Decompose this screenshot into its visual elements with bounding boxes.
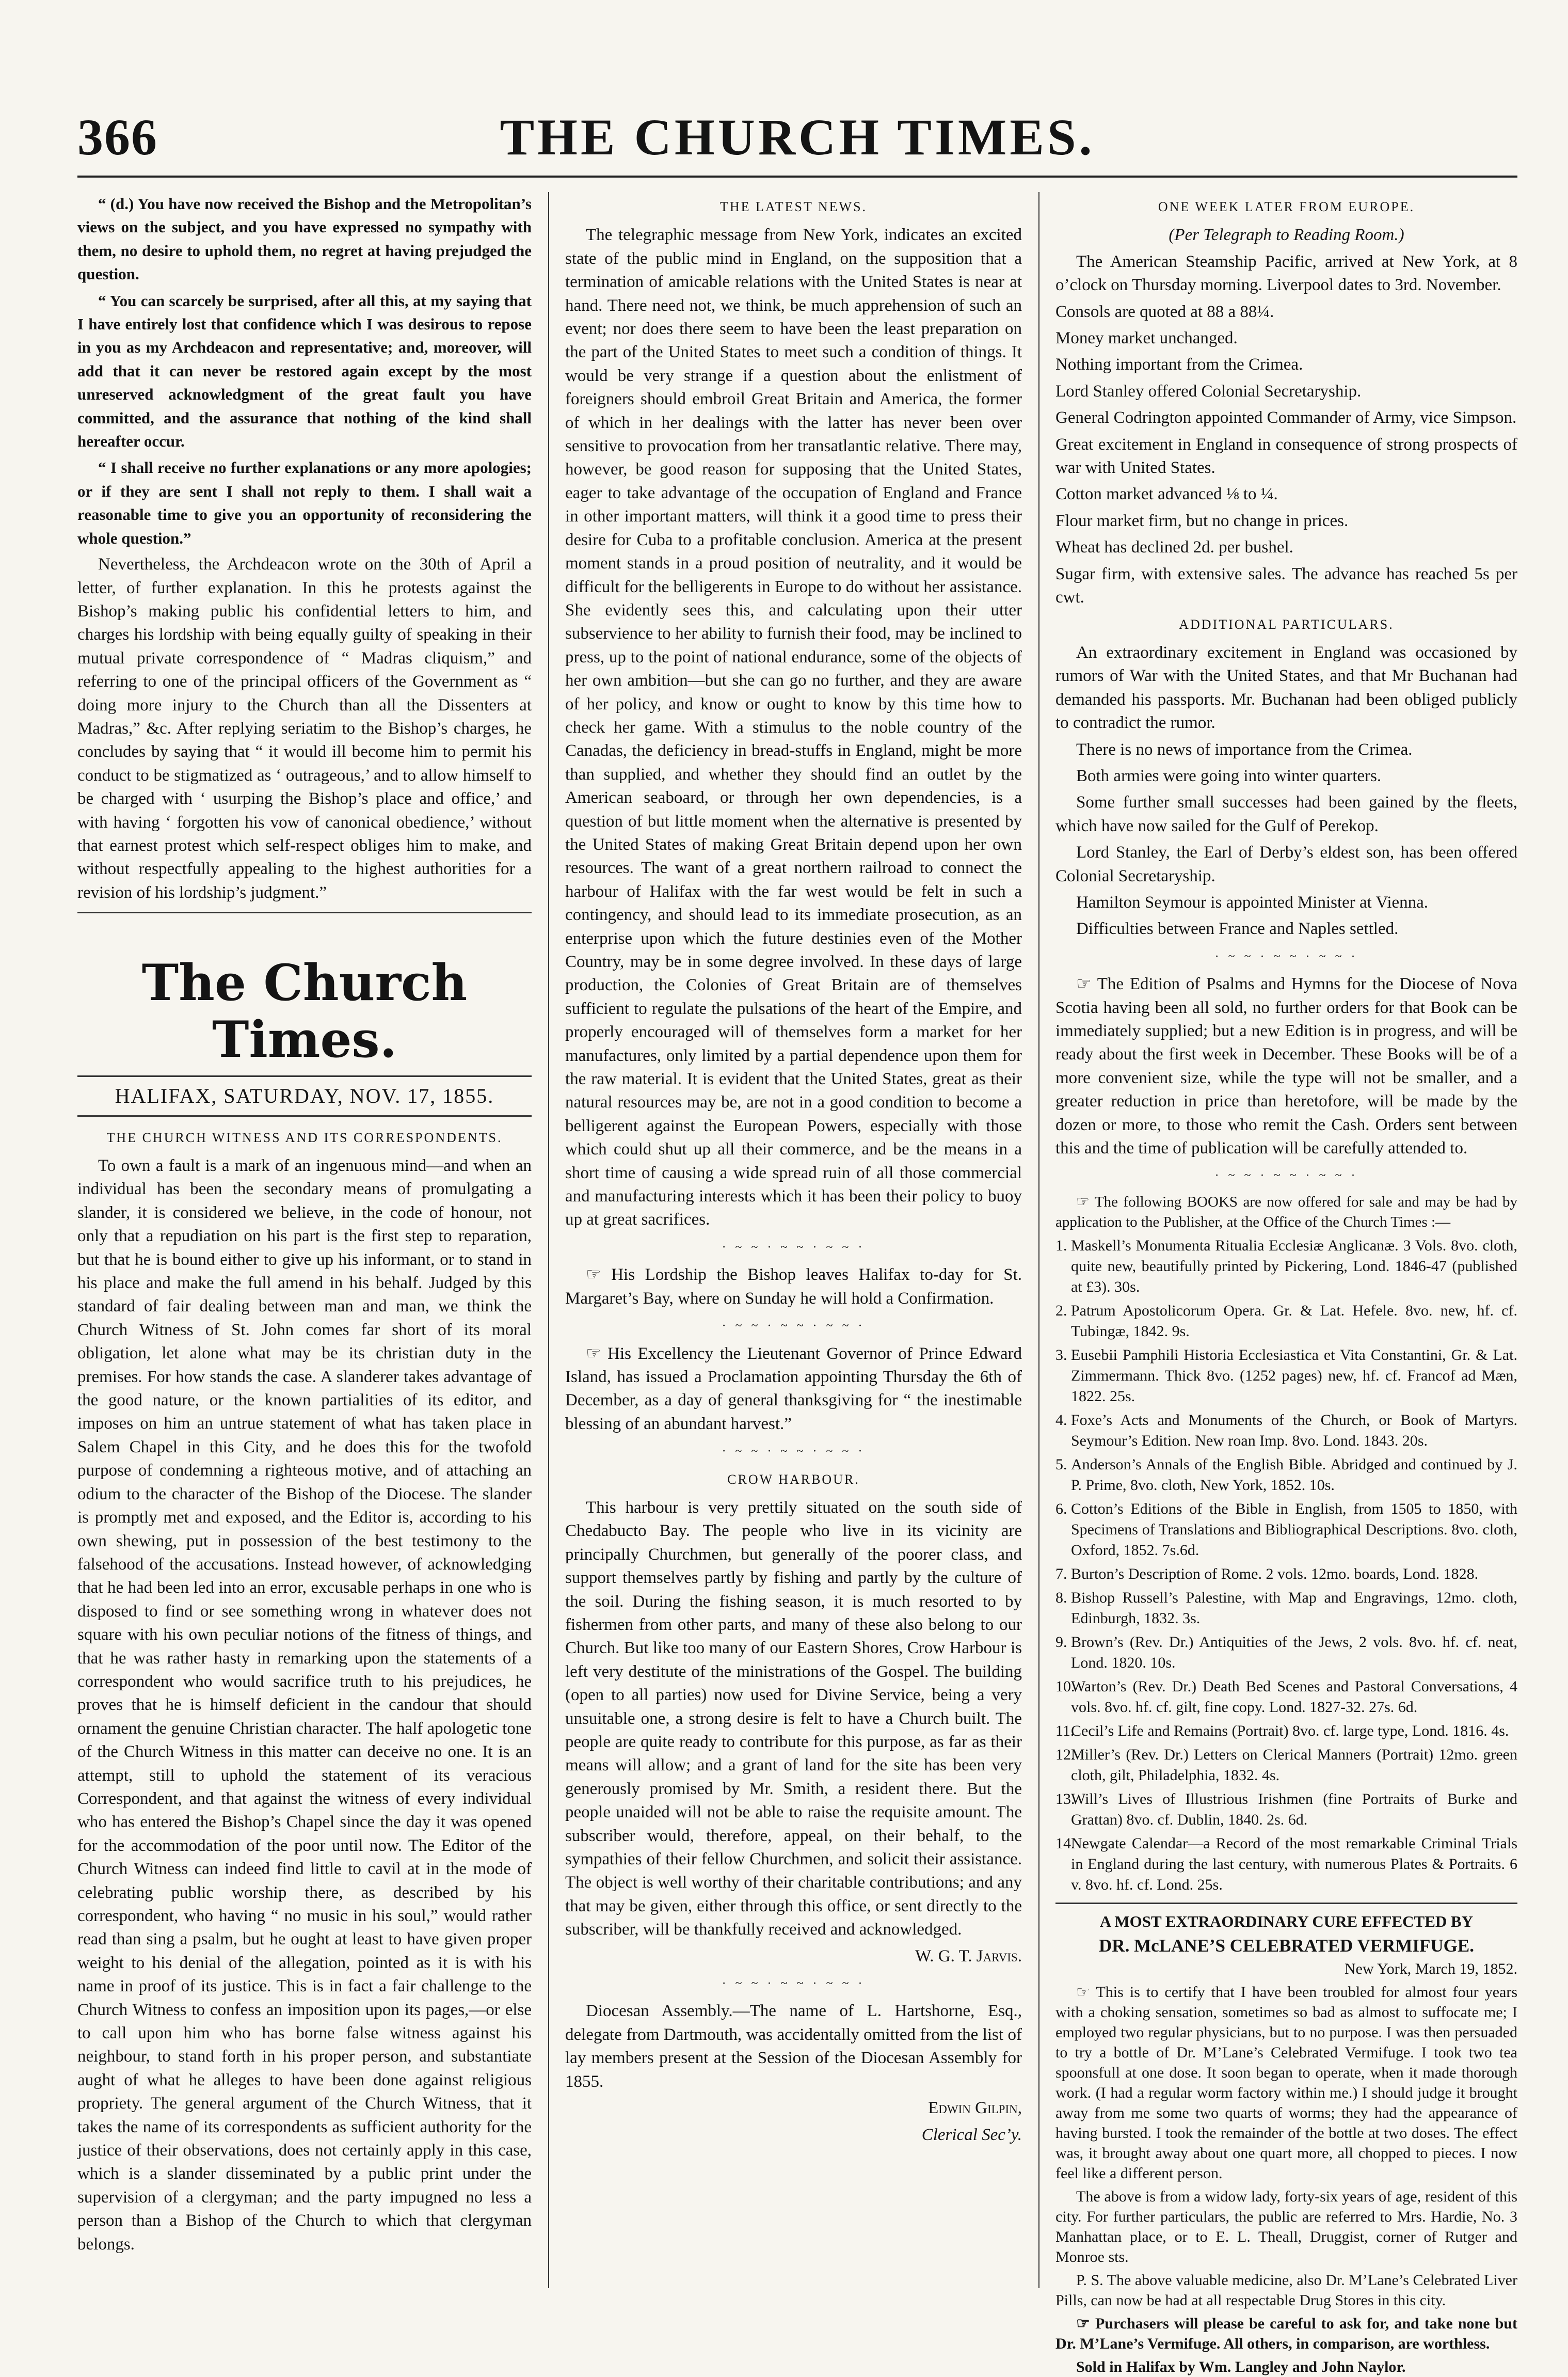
particulars-item: Hamilton Seymour is appointed Minister at Vienna. — [1076, 893, 1429, 912]
section-rule — [77, 1075, 532, 1077]
article-heading: THE CHURCH WITNESS AND ITS CORRESPONDENTS. — [106, 1130, 503, 1145]
news-item: Sugar firm, with extensive sales. The advance has reached 5s per cwt. — [1055, 564, 1517, 607]
divider-ornament: · ~ ~ · ~ ~ · ~ ~ · — [1214, 949, 1358, 963]
news-item: Lord Stanley offered Colonial Secretaryship. — [1055, 382, 1362, 401]
book-number: 14. — [1055, 1834, 1075, 1852]
book-text: Patrum Apostolicorum Opera. Gr. & Lat. Hefele. 8vo. new, hf. cf. Tubingæ, 1842. 9s. — [1071, 1302, 1517, 1340]
page-header — [77, 107, 1517, 169]
ad-postscript: P. S. The above valuable medicine, also Dr. M’Lane’s Celebrated Liver Pills, can now be had at all respectable Drug Stores in this city. — [1055, 2271, 1517, 2309]
book-item — [1055, 1301, 1517, 1342]
book-text: Foxe’s Acts and Monuments of the Church, or Book of Martyrs. Seymour’s Edition. New roan Imp. 8vo. Lond. 1843. 20s. — [1071, 1411, 1517, 1449]
ad-product-heading: DR. McLANE’S CELEBRATED VERMIFUGE. — [1099, 1935, 1474, 1956]
ad-heading: A MOST EXTRAORDINARY CURE EFFECTED BY — [1099, 1912, 1474, 1930]
column-divider — [548, 192, 549, 2288]
book-item — [1055, 1235, 1517, 1297]
book-item — [1055, 1789, 1517, 1830]
book-text: Anderson’s Annals of the English Bible. Abridged and continued by J. P. Prime, 8vo. cloth, New York, 1852. 10s. — [1071, 1455, 1517, 1494]
quote-paragraph: “ (d.) You have now received the Bishop and the Metropolitan’s views on the subject, and you have expressed no sympathy with them, no desire to uphold them, no regret at having prejudged the question. — [77, 195, 532, 283]
header-rule — [77, 176, 1517, 178]
column-divider — [1038, 192, 1039, 2288]
article-paragraph: To own a fault is a mark of an ingenuous mind—and when an individual has been the secondary means of promulgating a slander, it is considered we believe, in the code of honour, not only that a repudiation on his part is the first step to reparation, but that he is bound either to give up his informant, or to stand in his place and make the full amend in his behalf. Judged by this standard of fair dealing between man and man, we think the Church Witness of St. John comes far short of its moral obligation, let alone what may be its christian duty in the premises. For how stands the case. A slanderer takes advantage of the good nature, or the known partialities of its editor, and imposes on him an untrue statement of what has taken place in Salem Chapel in this City, and he does this for the twofold purpose of condemning a righteous motive, and of attaching an odium to the character of the Bishop of the Diocese. The slander is promptly met and exposed, and the Editor is, according to his own shewing, put in possession of the best testimony to the falsehood of the accusations. Instead however, of acknowledging that he had been led into an error, excusable perhaps in one who is disposed to find or see something wrong in whatever does not square with his own peculiar notions of the fitness of things, and that he was rather hasty in remarking upon the statements of a correspondent who would sacrifice truth to his prejudices, he proves that he is himself deficient in the candour that should ornament the genuine Christian character. The half apologetic tone of the Church Witness in this matter can deceive no one. It is an attempt, still to uphold the statement of its veracious Correspondent, and that against the witness of every individual who has entered the Bishop’s Chapel since the day it was opened for the accommodation of the poor until now. The Editor of the Church Witness can indeed find little to cavil at in the mode of celebrating public worship there, as described by his correspondent, who having “ no music in his soul,” would rather read than sing a psalm, but he ought at least to have given proper weight to his denial of the allegation, pointed as it is with his name in proof of its justice. This is in fact a fair challenge to the Church Witness to confess an imposition upon its pages,—or else to call upon him who has borne false witness against his neighbour, to stand forth in his proper person, and substantiate aught of what he alleges to have been done against religious propriety. The general argument of the Church Witness, that it takes the name of its correspondents as sufficient authority for the justice of their observations, does not certainly apply in this case, which is a slander disseminated by a public print under the supervision of a clergyman; and the party impugned no less a person than a Bishop of the Church to which that clergyman belongs. — [77, 1156, 532, 2254]
book-item — [1055, 1345, 1517, 1407]
news-item: Nothing important from the Crimea. — [1055, 355, 1303, 374]
crow-harbour-paragraph: This harbour is very prettily situated on the south side of Chedabucto Bay. The people who live in its vicinity are principally Churchmen, but generally of the poorer class, and support themselves partly by fishing and partly by the culture of the soil. During the fishing season, it is much resorted to by fishermen from other parts, and many of these also belong to our Church. But like too many of our Eastern Shores, Crow Harbour is left very destitute of the ministrations of the Gospel. The building (open to all parties) now used for Divine Service, being a very unsuitable one, a strong desire is felt to have a Church built. The people are quite ready to contribute for this purpose, as far as their means will allow; and a grant of land for the site has been very generously promised by Mr. Smith, a resident there. But the people unaided will not be able to raise the requisite amount. The subscriber would, therefore, appeal, on their behalf, to the sympathies of their fellow Churchmen, and solicit their assistance. The object is well worthy of their charitable contributions; and any that may be given, either through this office, or sent directly to the subscriber, will be thankfully received and acknowledged. — [565, 1498, 1022, 1939]
book-number: 5. — [1055, 1455, 1067, 1473]
news-item: Wheat has declined 2d. per bushel. — [1055, 538, 1293, 557]
diocesan-notice: Diocesan Assembly.—The name of L. Hartshorne, Esq., delegate from Dartmouth, was accidentally omitted from the list of lay members present at the Session of the Diocesan Assembly for 1855. — [565, 2002, 1022, 2091]
book-item — [1055, 1676, 1517, 1718]
column-1 — [77, 192, 532, 2288]
ad-testimonial: ☞ This is to certify that I have been troubled for almost four years with a choking sensation, sometimes so bad as almost to suffocate me; I employed two regular physicians, but to no purpose. I was then persuaded to try a bottle of Dr. M’Lane’s Celebrated Vermifuge. I took two tea spoonsfull at one dose. It soon began to operate, when it made thorough work. (I had a regular worm factory within me.) I should judge it brought away from me some two quarts of worms; they had the appearance of having bursted. I took the remainder of the bottle at two doses. The effect was, it brought away about one quart more, all chopped to pieces. I now feel like a different person. — [1055, 1983, 1517, 2182]
signature: W. G. T. Jarvis. — [915, 1946, 1022, 1966]
governor-notice: ☞ His Excellency the Lieutenant Governor of Prince Edward Island, has issued a Proclamation appointing Thursday the 6th of December, as a day of general thanksgiving for “ the inestimable blessing of an abundant harvest.” — [565, 1344, 1022, 1433]
book-number: 11. — [1055, 1722, 1075, 1739]
quote-paragraph: “ You can scarcely be surprised, after all this, at my saying that I have entirely lost that confidence which I was desirous to repose in you as my Archdeacon and representative; and, moreover, will add that it can never be restored again except by the most unreserved acknowledgment of the great fault you have committed, and the assurance that nothing of the kind shall hereafter occur. — [77, 291, 532, 451]
page-number: 366 — [77, 108, 158, 166]
particulars-item: Both armies were going into winter quarters. — [1076, 766, 1382, 785]
particulars-item: Difficulties between France and Naples settled. — [1076, 920, 1399, 939]
book-number: 8. — [1055, 1589, 1067, 1606]
signature: Edwin Gilpin, — [928, 2099, 1022, 2118]
particulars-item: Some further small successes had been gained by the fleets, which have now sailed for the Gulf of Perekop. — [1055, 793, 1517, 835]
book-item — [1055, 1833, 1517, 1895]
book-item — [1055, 1745, 1517, 1786]
particulars-item: Lord Stanley, the Earl of Derby’s eldest son, has been offered Colonial Secretaryship. — [1055, 843, 1517, 885]
news-item: General Codrington appointed Commander of Army, vice Simpson. — [1055, 408, 1517, 427]
newspaper-title: THE CHURCH TIMES. — [500, 108, 1095, 166]
book-text: Newgate Calendar—a Record of the most remarkable Criminal Trials in England during the last century, with numerous Plates & Portraits. 6 v. 8vo. hf. cf. Lond. 25s. — [1071, 1834, 1517, 1893]
news-item: Cotton market advanced ⅛ to ¼. — [1055, 485, 1278, 504]
additional-particulars-heading: ADDITIONAL PARTICULARS. — [1179, 616, 1394, 632]
telegraph-subheading: (Per Telegraph to Reading Room.) — [1169, 226, 1404, 245]
book-text: Cecil’s Life and Remains (Portrait) 8vo. cf. large type, Lond. 1816. 4s. — [1071, 1722, 1509, 1739]
divider-ornament: · ~ ~ · ~ ~ · ~ ~ · — [722, 1240, 866, 1254]
divider-ornament: · ~ ~ · ~ ~ · ~ ~ · — [1214, 1169, 1358, 1183]
book-item — [1055, 1588, 1517, 1629]
section-rule — [77, 1115, 532, 1119]
book-number: 4. — [1055, 1411, 1067, 1429]
news-paragraph: The telegraphic message from New York, indicates an excited state of the public mind in England, on the supposition that a termination of amicable relations with the United States is near at hand. There need not, we think, be much apprehension of such an event; nor does there seem to have been the least preparation on the part of the United States to meet such a condition of things. It would be very strange if a question about the enlistment of foreigners should embroil Great Britain and America, the former of which in her dealings with the latter has never been over sensitive to provocation from her transatlantic relative. There may, however, be good reason for supposing that the United States, eager to take advantage of the occupation of England and France in other important matters, will think it a good time to press their desire for Cuba to a profitable conclusion. America at the present moment stands in a proud position of neutrality, and it would be difficult for the belligerents in Europe to do without her assistance. She evidently sees this, and calculating upon their utter subservience to her ability to furnish their food, may be inclined to press, up to the point of national endurance, some of the objects of her own ambition—but she can go no further, and they are aware of her policy, and know or ought to know by this time how to check her game. With a stimulus to the noble country of the Canadas, the deficiency in bread-stuffs in England, might be more than supplied, and whether they should find an outlet by the American seaboard, or through her own dependencies, is a question of but little moment when the alternative is presented by the United States of making Great Britain depend upon her own resources. The want of a great northern railroad to connect the harbour of Halifax with the far west would be felt in such a contingency, and should lead to its immediate prosecution, as an enterprise upon which the future destinies even of the Mother Country, may be in some degree involved. In these days of large production, the Colonies of Great Britain are of themselves sufficient to regulate the pulsations of the heart of the Empire, and properly encouraged will of themselves form a market for her manufactures, only limited by a partial dependence upon them for the raw material. It is evident that the United States, great as their natural resources may be, are not in a good condition to become a belligerent against the European Powers, especially with those which could shut up all their commerce, and be the means in a short time of causing a wide spread ruin of all those commercial and manufacturing interests which it has been their policy to buoy up at great sacrifices. — [565, 226, 1022, 1229]
particulars-item: An extraordinary excitement in England was occasioned by rumors of War with the United States, and that Mr Buchanan had demanded his passports. Mr. Buchanan had been obliged publicly to contradict the rumor. — [1055, 643, 1517, 733]
latest-news-heading: THE LATEST NEWS. — [719, 199, 868, 214]
book-number: 3. — [1055, 1346, 1067, 1364]
divider-ornament: · ~ ~ · ~ ~ · ~ ~ · — [722, 1977, 866, 1991]
book-number: 6. — [1055, 1500, 1067, 1517]
ad-caution: ☞ Purchasers will please be careful to ask for, and take none but Dr. M’Lane’s Vermifuge. All others, in comparison, are worthless. — [1055, 2315, 1517, 2352]
masthead-blackletter: The Church Times. — [141, 954, 468, 1069]
book-number: 7. — [1055, 1565, 1067, 1582]
vermifuge-advertisement — [1055, 1911, 1517, 2377]
book-text: Miller’s (Rev. Dr.) Letters on Clerical Manners (Portrait) 12mo. green cloth, gilt, Philadelphia, 1832. 4s. — [1071, 1746, 1517, 1784]
book-text: Eusebii Pamphili Historia Ecclesiastica et Vita Constantini, Gr. & Lat. Zimmermann. Thick 8vo. (1252 pages) new, hf. cf. Francof ad Mæn, 1822. 25s. — [1071, 1346, 1517, 1405]
book-text: Warton’s (Rev. Dr.) Death Bed Scenes and Pastoral Conversations, 4 vols. 8vo. hf. cf. gilt, fine copy. Lond. 1827-32. 27s. 6d. — [1071, 1677, 1517, 1716]
book-text: Bishop Russell’s Palestine, with Map and Engravings, 12mo. cloth, Edinburgh, 1832. 3s. — [1071, 1589, 1517, 1627]
book-number: 1. — [1055, 1237, 1067, 1254]
quote-paragraph: “ I shall receive no further explanations or any more apologies; or if they are sent I shall not reply to them. I shall wait a reasonable time to give you an opportunity of reconsidering the whole question.” — [77, 458, 532, 547]
narrative-paragraph: Nevertheless, the Archdeacon wrote on the 30th of April a letter, of further explanation. In this he protests against the Bishop’s making public his confidential letters to him, and charges his lordship with being equally guilty of speaking in their mutual private correspondence of “ Madras cliquism,” and referring to one of the principal officers of the Government as “ doing more injury to the Church than all the Dissenters at Madras,” &c. After replying seriatim to the Bishop’s charges, he concludes by saying that “ it would ill become him to permit his conduct to be stigmatized as ‘ outrageous,’ and to allow himself to be charged with ‘ usurping the Bishop’s place and office,’ and with having ‘ forgotten his vow of canonical obedience,’ without that earnest protest which self-respect obliges him to make, and without respectfully appealing to the highest authorities for a revision of his lordship’s judgment.” — [77, 555, 532, 902]
book-text: Will’s Lives of Illustrious Irishmen (fine Portraits of Burke and Grattan) 8vo. cf. Dublin, 1840. 2s. 6d. — [1071, 1790, 1517, 1828]
ad-sold-by: Sold in Halifax by Wm. Langley and John Naylor. — [1076, 2358, 1406, 2375]
book-item — [1055, 1721, 1517, 1741]
section-rule — [77, 912, 532, 913]
psalms-notice: ☞ The Edition of Psalms and Hymns for the Diocese of Nova Scotia having been all sold, no further orders for that Book can be immediately supplied; but a new Edition is in progress, and will be ready about the first week in December. These Books will be of a more convenient size, while the type will not be smaller, and a greater reduction in price than heretofore, will be made by the dozen or more, to those who remit the Cash. Orders sent between this and the time of publication will be carefully attended to. — [1055, 975, 1517, 1158]
crow-harbour-heading: CROW HARBOUR. — [727, 1471, 860, 1487]
news-item: Consols are quoted at 88 a 88¼. — [1055, 302, 1274, 321]
book-text: Maskell’s Monumenta Ritualia Ecclesiæ Anglicanæ. 3 Vols. 8vo. cloth, quite new, beautifully printed by Pickering, Lond. 1846-47 (published at £3). 30s. — [1071, 1237, 1517, 1295]
bishop-notice: ☞ His Lordship the Bishop leaves Halifax to-day for St. Margaret’s Bay, where on Sunday he will hold a Confirmation. — [565, 1265, 1022, 1308]
book-item — [1055, 1410, 1517, 1451]
books-intro: ☞ The following BOOKS are now offered for sale and may be had by application to the Publisher, at the Office of the Church Times :— — [1055, 1193, 1517, 1230]
news-item: Flour market firm, but no change in prices. — [1055, 511, 1349, 530]
book-number: 13. — [1055, 1790, 1075, 1808]
book-number: 10. — [1055, 1677, 1075, 1695]
europe-intro: The American Steamship Pacific, arrived at New York, at 8 o’clock on Thursday morning. Liverpool dates to 3rd. November. — [1055, 252, 1517, 295]
archdeacon-quote — [77, 192, 532, 550]
divider-ornament: · ~ ~ · ~ ~ · ~ ~ · — [722, 1445, 866, 1459]
ad-place-date: New York, March 19, 1852. — [1345, 1960, 1517, 1977]
divider-ornament: · ~ ~ · ~ ~ · ~ ~ · — [722, 1319, 866, 1333]
column-3 — [1055, 192, 1517, 2375]
book-item — [1055, 1632, 1517, 1673]
book-text: Brown’s (Rev. Dr.) Antiquities of the Jews, 2 vols. 8vo. hf. cf. neat, Lond. 1820. 10s. — [1071, 1633, 1517, 1671]
section-rule — [1055, 1903, 1517, 1904]
book-number: 9. — [1055, 1633, 1067, 1651]
books-list — [1055, 1235, 1517, 1895]
book-number: 12. — [1055, 1746, 1075, 1763]
book-item — [1055, 1454, 1517, 1496]
signature-title: Clerical Sec’y. — [921, 2125, 1022, 2144]
book-text: Burton’s Description of Rome. 2 vols. 12mo. boards, Lond. 1828. — [1071, 1565, 1479, 1582]
dateline: HALIFAX, SATURDAY, NOV. 17, 1855. — [115, 1084, 494, 1108]
ad-certification: The above is from a widow lady, forty-six years of age, resident of this city. For further particulars, the public are referred to Mrs. Hardie, No. 3 Manhattan place, or to E. L. Theall, Druggist, corner of Rutger and Monroe sts. — [1055, 2188, 1517, 2265]
europe-news-heading: ONE WEEK LATER FROM EUROPE. — [1158, 199, 1415, 214]
book-text: Cotton’s Editions of the Bible in English, from 1505 to 1850, with Specimens of Translations and Bibliographical Descriptions. 8vo. cloth, Oxford, 1852. 7s.6d. — [1071, 1500, 1517, 1559]
book-item — [1055, 1564, 1517, 1584]
particulars-item: There is no news of importance from the Crimea. — [1076, 740, 1413, 759]
news-item: Money market unchanged. — [1055, 329, 1238, 348]
column-2 — [565, 192, 1022, 2288]
news-item: Great excitement in England in consequence of strong prospects of war with United States. — [1055, 435, 1517, 478]
book-number: 2. — [1055, 1302, 1067, 1319]
book-item — [1055, 1499, 1517, 1561]
